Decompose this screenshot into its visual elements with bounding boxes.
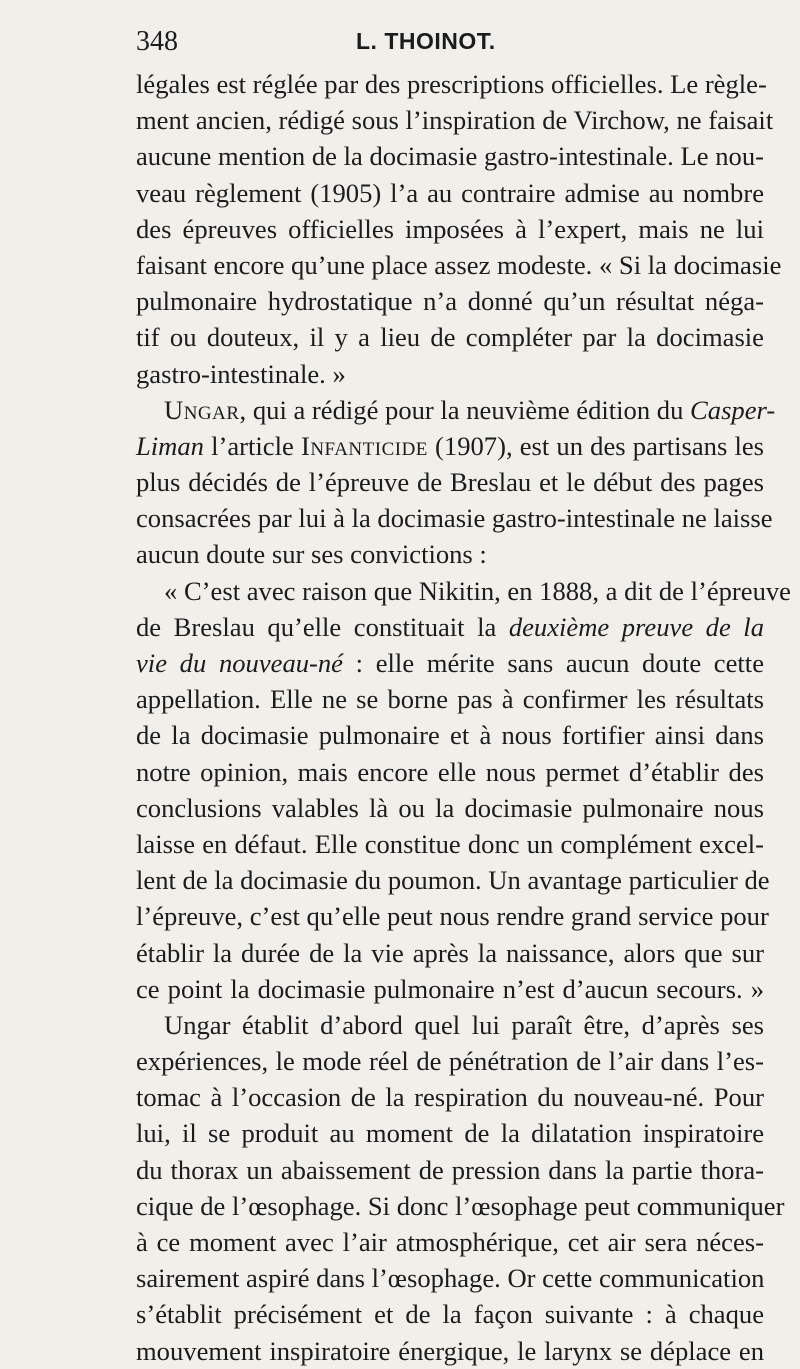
text-run: veau règlement (1905) l’a au contraire admise au nombre <box>136 177 764 208</box>
text-run: Ungar établit d’abord quel lui paraît être, d’après ses <box>164 1009 764 1040</box>
text-run: « C’est avec raison que Nikitin, en 1888, a dit de l’épreuve <box>164 575 791 606</box>
text-run: lent de la docimasie du poumon. Un avantage particulier de <box>136 865 770 896</box>
text-line <box>136 356 764 392</box>
text-run: notre opinion, mais encore elle nous permet d’établir des <box>136 756 764 787</box>
text-run: pulmonaire hydrostatique n’a donné qu’un résultat néga- <box>136 286 764 317</box>
text-run: conclusions valables là ou la docimasie pulmonaire nous <box>136 792 764 823</box>
text-run: l’article <box>203 430 301 461</box>
text-run: aucun doute sur ses convictions : <box>136 539 487 570</box>
text-line <box>136 464 764 500</box>
text-line <box>136 1188 785 1224</box>
text-run: tif ou douteux, il y a lieu de compléter par la docimasie <box>136 322 764 353</box>
small-caps-text: Infanticide <box>300 430 428 461</box>
text-run: mouvement inspiratoire énergique, le larynx se déplace en <box>136 1335 764 1366</box>
text-run: établir la durée de la vie après la naissance, alors que sur <box>136 937 764 968</box>
text-line <box>136 1333 764 1369</box>
text-run: (1907), est un des partisans les <box>427 430 764 461</box>
italic-text: Casper- <box>690 394 776 425</box>
text-line <box>136 66 767 102</box>
text-line <box>136 536 764 572</box>
text-run: à ce moment avec l’air atmosphérique, cet air sera néces- <box>136 1227 764 1257</box>
text-line <box>136 1224 764 1260</box>
text-line <box>136 211 764 247</box>
text-line <box>136 428 764 464</box>
text-line <box>136 717 764 753</box>
text-run: faisant encore qu’une place assez modeste. « Si la docimasie <box>136 249 782 280</box>
text-run: tomac à l’occasion de la respiration du nouveau-né. Pour <box>136 1082 764 1113</box>
text-line <box>136 1079 764 1115</box>
text-run: de Breslau qu’elle constituait la <box>136 611 509 642</box>
text-line <box>136 138 764 174</box>
text-line <box>136 754 764 790</box>
text-line <box>136 971 764 1007</box>
text-run: : elle mérite sans aucun doute cette <box>343 648 764 678</box>
text-run: aucune mention de la docimasie gastro-intestinale. Le nou- <box>136 141 764 172</box>
italic-text: vie du nouveau-né <box>136 648 343 678</box>
text-run: des épreuves officielles imposées à l’expert, mais ne lui <box>136 213 764 244</box>
text-line <box>136 826 764 862</box>
text-run: sairement aspiré dans l’œsophage. Or cette communication <box>136 1263 765 1294</box>
text-run: de la docimasie pulmonaire et à nous fortifier ainsi dans <box>136 720 764 751</box>
text-run: , qui a rédigé pour la neuvième édition du <box>239 394 691 425</box>
text-run: plus décidés de l’épreuve de Breslau et le début des pages <box>136 467 764 498</box>
text-line <box>136 175 764 211</box>
text-line <box>136 1152 764 1188</box>
text-run: du thorax un abaissement de pression dans la partie thora- <box>136 1154 764 1185</box>
page-number: 348 <box>136 26 178 57</box>
text-run: laisse en défaut. Elle constitue donc un complément excel- <box>136 828 764 859</box>
text-run: ce point la docimasie pulmonaire n’est d’aucun secours. » <box>136 973 764 1004</box>
page-header <box>136 26 760 66</box>
text-line <box>136 1296 764 1332</box>
text-line <box>136 247 782 283</box>
text-line <box>136 1007 764 1043</box>
text-line <box>136 790 764 826</box>
text-line <box>136 935 764 971</box>
text-run: légales est réglée par des prescriptions officielles. Le règle- <box>136 69 767 99</box>
text-line <box>136 1260 764 1296</box>
text-line <box>136 102 774 138</box>
text-line <box>136 898 769 934</box>
text-line <box>136 283 764 319</box>
text-run: gastro-intestinale. » <box>136 358 346 389</box>
text-run: expériences, le mode réel de pénétration de l’air dans l’es- <box>136 1046 764 1077</box>
text-line <box>136 319 764 355</box>
body-text <box>136 66 791 1369</box>
small-caps-text: Ungar <box>164 394 240 425</box>
text-run: lui, il se produit au moment de la dilatation inspiratoire <box>136 1118 764 1149</box>
text-run: ment ancien, rédigé sous l’inspiration de Virchow, ne faisait <box>136 105 774 136</box>
running-head: L. THOINOT. <box>356 28 496 54</box>
text-run: cique de l’œsophage. Si donc l’œsophage peut communiquer <box>136 1190 785 1221</box>
text-line <box>136 500 773 536</box>
text-line <box>136 1043 764 1079</box>
text-run: appellation. Elle ne se borne pas à confirmer les résultats <box>136 684 764 715</box>
italic-text: deuxième preuve de la <box>508 611 764 642</box>
text-run: consacrées par lui à la docimasie gastro-intestinale ne laisse <box>136 503 773 534</box>
text-run: l’épreuve, c’est qu’elle peut nous rendre grand service pour <box>136 901 769 932</box>
text-line <box>136 1115 764 1151</box>
text-line <box>136 609 764 645</box>
text-line <box>136 681 764 717</box>
text-line <box>136 392 776 428</box>
text-run: s’établit précisément et de la façon suivante : à chaque <box>136 1299 764 1330</box>
text-line <box>136 573 791 609</box>
text-line <box>136 862 770 898</box>
text-line <box>136 645 764 681</box>
italic-text: Liman <box>136 430 204 461</box>
